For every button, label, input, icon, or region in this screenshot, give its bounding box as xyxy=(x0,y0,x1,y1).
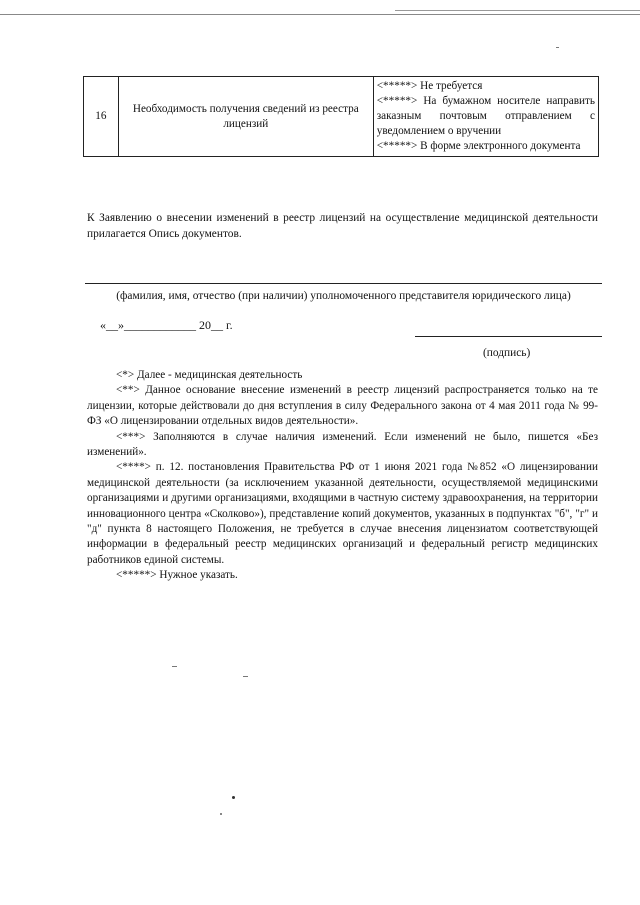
row-name: Необходимость получения сведений из реестра лицензий xyxy=(118,77,373,157)
row-number: 16 xyxy=(84,77,119,157)
top-border-line-secondary xyxy=(395,10,640,11)
row-options xyxy=(373,77,598,157)
scan-speck xyxy=(232,796,235,799)
option-paper: <*****> На бумажном носителе направить заказным почтовым отправлением с уведомлением о вручении xyxy=(376,95,595,137)
scan-speck xyxy=(243,676,248,677)
footnote-4: <****> п. 12. постановления Правительства РФ от 1 июня 2021 года №852 «О лицензировании медицинской деятельности (за исключением указанной деятельности, осуществляемой медицинскими организациями и другими организациями, входящими в частную систему здравоохранения, на территории инновационного центра «Сколково»), представление копий документов, указанных в подпунктах "б", "г" и "д" пункта 8 настоящего Положения, не требуется в случае внесения лицензиатом соответствующей информации в федеральный реестр медицинских организаций и федеральный регистр медицинских работников единой системы. xyxy=(87,461,598,566)
signature-label: (подпись) xyxy=(483,347,531,359)
table-row xyxy=(84,77,599,157)
name-caption: (фамилия, имя, отчество (при наличии) уполномоченного представителя юридического лица) xyxy=(116,290,571,302)
top-border-line xyxy=(0,14,640,15)
name-signature-line xyxy=(85,283,602,284)
footnote-2: <**> Данное основание внесение изменений в реестр лицензий распространяется только на те лицензии, которые действовали до дня вступления в силу Федерального закона от 4 мая 2011 года № 99-ФЗ «О лицензировании отдельных видов деятельности». xyxy=(87,384,598,428)
date-field: «__»____________ 20__ г. xyxy=(100,318,233,332)
footnote-1: <*> Далее - медицинская деятельность xyxy=(116,369,303,381)
option-not-required: <*****> Не требуется xyxy=(376,80,483,92)
option-electronic: <*****> В форме электронного документа xyxy=(376,140,581,152)
requirements-table xyxy=(83,76,599,157)
signature-line xyxy=(415,336,602,337)
scan-speck xyxy=(220,813,222,815)
scan-speck xyxy=(172,666,177,667)
footnote-3: <***> Заполняются в случае наличия изменений. Если изменений не было, пишется «Без изменений». xyxy=(87,430,598,459)
footnotes xyxy=(87,368,598,584)
attachment-paragraph: К Заявлению о внесении изменений в реестр лицензий на осуществление медицинской деятельности прилагается Опись документов. xyxy=(87,212,598,240)
scan-speck xyxy=(556,47,559,48)
footnote-5: <*****> Нужное указать. xyxy=(116,569,238,582)
